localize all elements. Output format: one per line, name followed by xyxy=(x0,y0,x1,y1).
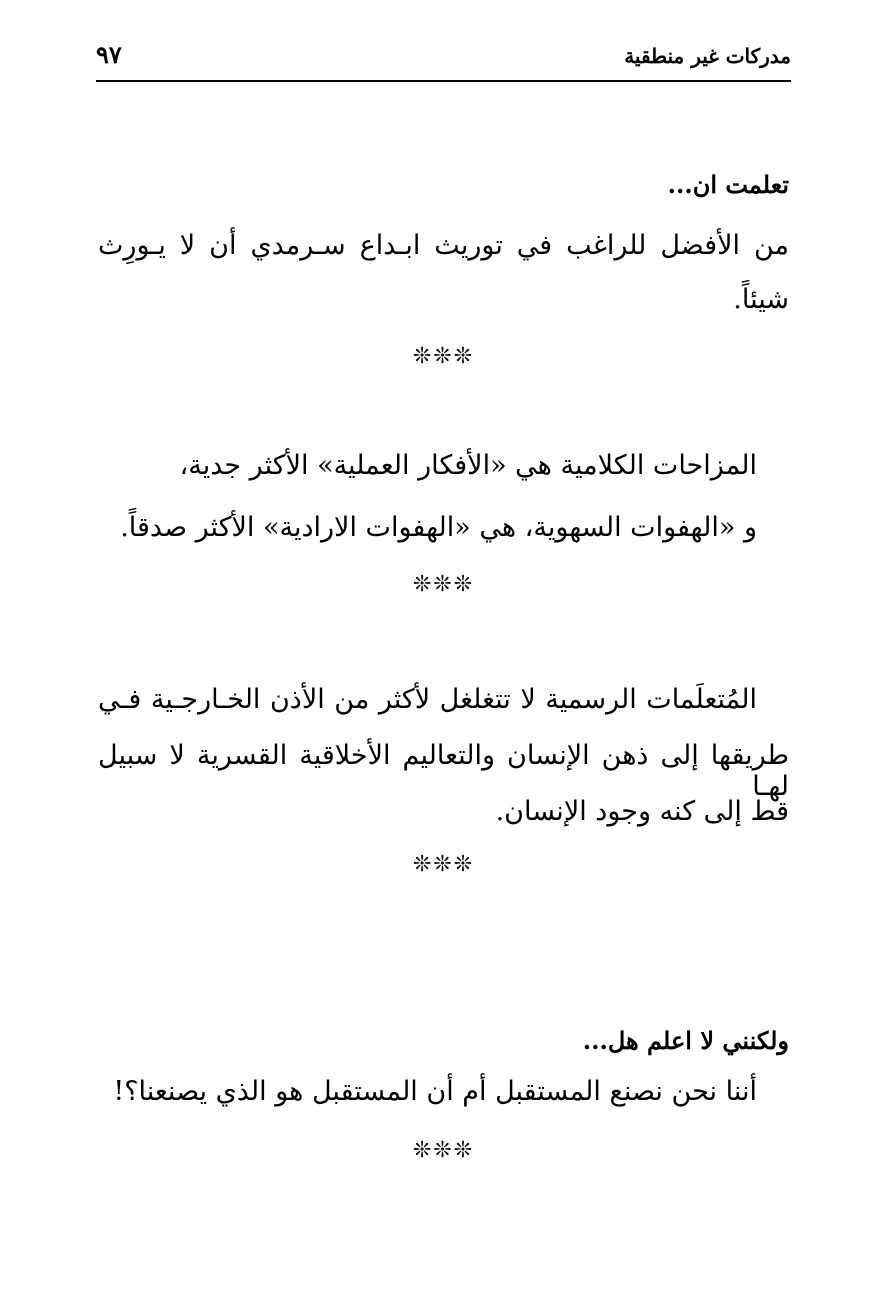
paragraph-line: شيئاً. xyxy=(733,284,789,315)
section-heading: تعلمت ان... xyxy=(667,170,789,199)
paragraph-line: أننا نحن نصنع المستقبل أم أن المستقبل هو الذي يصنعنا؟! xyxy=(113,1076,757,1107)
separator-stars: ❊❊❊ xyxy=(412,852,475,877)
paragraph-line: من الأفضل للراغب في توريث ابـداع سـرمدي أن لا يـورِث xyxy=(98,230,789,261)
page-header xyxy=(96,34,791,82)
separator-stars: ❊❊❊ xyxy=(412,1138,475,1163)
page-number: ٩٧ xyxy=(96,40,122,69)
running-title: مدركات غير منطقية xyxy=(624,44,791,68)
paragraph-line: المُتعلَمات الرسمية لا تتغلغل لأكثر من الأذن الخـارجـية فـي xyxy=(98,684,757,715)
separator-stars: ❊❊❊ xyxy=(412,344,475,369)
section-heading: ولكنني لا اعلم هل... xyxy=(582,1026,789,1055)
paragraph-line: طريقها إلى ذهن الإنسان والتعاليم الأخلاقية القسرية لا سبيل لهـا xyxy=(98,740,789,802)
separator-stars: ❊❊❊ xyxy=(412,572,475,597)
paragraph-line: قط إلى كنه وجود الإنسان. xyxy=(495,796,789,827)
paragraph-line: المزاحات الكلامية هي «الأفكار العملية» الأكثر جدية، xyxy=(179,450,757,481)
paragraph-line: و «الهفوات السهوية، هي «الهفوات الارادية» الأكثر صدقاً. xyxy=(120,512,757,543)
